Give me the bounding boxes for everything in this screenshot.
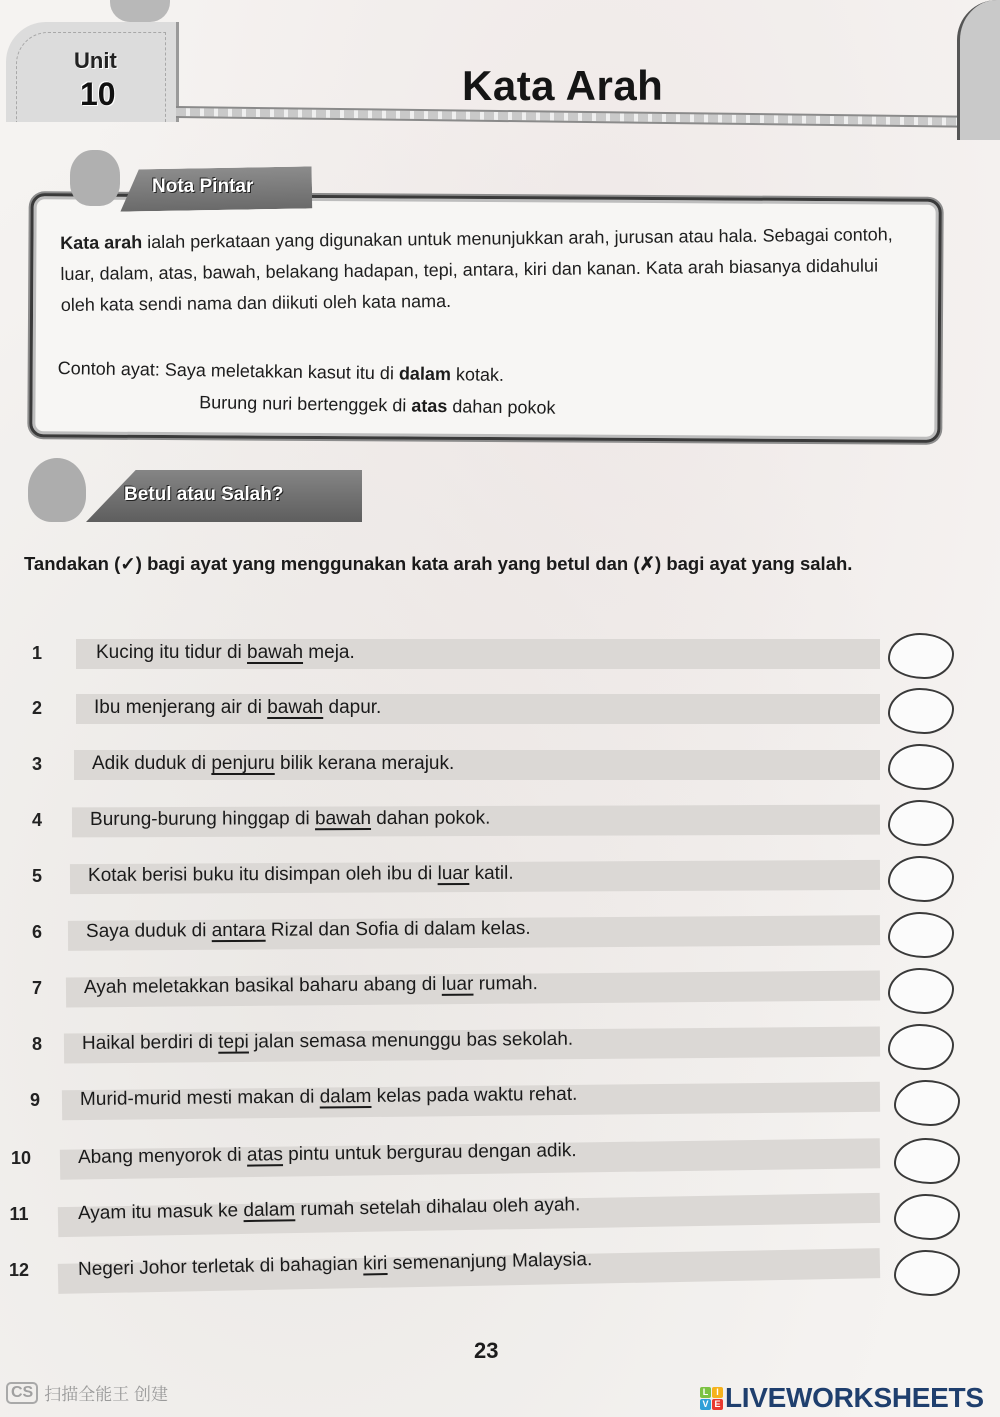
- sentence-end: bilik kerana merajuk.: [274, 753, 455, 774]
- question-row: [0, 1082, 1000, 1122]
- answer-input-cloud[interactable]: [888, 633, 954, 679]
- underlined-direction-word: penjuru: [211, 753, 275, 774]
- sentence-start: Kotak berisi buku itu disimpan oleh ibu di: [87, 863, 438, 886]
- sentence-start: Ayah meletakkan basikal baharu abang di: [83, 973, 442, 998]
- sentence-end: rumah.: [473, 973, 538, 995]
- mascot-illustration: [110, 0, 170, 22]
- sentence-start: Ayam itu masuk ke: [77, 1200, 244, 1224]
- question-number: 11: [9, 1204, 29, 1224]
- question-row: [0, 1026, 1000, 1066]
- sentence-start: Haikal berdiri di: [81, 1031, 219, 1054]
- brand-name: LIVEWORKSHEETS: [725, 1382, 984, 1413]
- quiz-heading: Betul atau Salah?: [124, 484, 284, 505]
- underlined-direction-word: bawah: [247, 642, 304, 663]
- nota-pintar-heading: Nota Pintar: [152, 176, 254, 197]
- cat-mascot-icon: [70, 150, 120, 206]
- definition-text: [60, 219, 911, 321]
- answer-input-cloud[interactable]: [894, 1080, 960, 1126]
- question-row: [0, 1196, 1000, 1236]
- quiz-instructions: Tandakan (✓) bagi ayat yang menggunakan kata arah yang betul dan (✗) bagi ayat yang salah.: [24, 553, 853, 574]
- question-number: 5: [31, 866, 42, 886]
- sentence-end: dapur.: [323, 697, 382, 718]
- example-text: Saya meletakkan kasut itu di: [159, 359, 400, 384]
- sentence-end: pintu untuk bergurau dengan adik.: [282, 1140, 577, 1166]
- answer-input-cloud[interactable]: [894, 1194, 960, 1240]
- unit-label: Unit: [74, 48, 117, 73]
- sentence-end: katil.: [469, 862, 514, 885]
- question-number: 8: [31, 1034, 42, 1054]
- arch-decoration: [957, 0, 1000, 140]
- question-row: [0, 635, 1000, 675]
- question-row: [0, 1140, 1000, 1180]
- question-number: 2: [31, 698, 42, 718]
- scanner-text: 扫描全能王 创建: [44, 1385, 168, 1404]
- underlined-direction-word: antara: [211, 919, 266, 942]
- question-number: 4: [31, 810, 42, 830]
- question-text: [90, 808, 490, 831]
- example-text: kotak.: [450, 364, 505, 386]
- grid-letter-i: I: [712, 1387, 723, 1398]
- sentence-end: semenanjung Malaysia.: [387, 1249, 593, 1275]
- definition-term: Kata arah: [60, 232, 143, 253]
- sentence-end: rumah setelah dihalau oleh ayah.: [294, 1194, 581, 1221]
- question-number: 1: [31, 643, 42, 663]
- question-number: 6: [31, 922, 42, 942]
- page-number: 23: [474, 1338, 499, 1363]
- page-title: Kata Arah: [462, 62, 664, 109]
- answer-input-cloud[interactable]: [888, 856, 954, 902]
- question-row: [0, 746, 1000, 786]
- live-grid-icon: [700, 1387, 723, 1410]
- grid-letter-l: L: [700, 1387, 711, 1398]
- monkey-mascot-icon: [28, 458, 86, 522]
- liveworksheets-logo: [700, 1382, 984, 1414]
- answer-input-cloud[interactable]: [888, 688, 954, 734]
- underlined-direction-word: dalam: [243, 1199, 296, 1222]
- example-sentences: [57, 352, 556, 424]
- answer-input-cloud[interactable]: [888, 1024, 954, 1070]
- answer-input-cloud[interactable]: [888, 800, 954, 846]
- sentence-start: Kucing itu tidur di: [96, 642, 248, 663]
- sentence-start: Ibu menjerang air di: [94, 697, 268, 718]
- question-text: [82, 1029, 573, 1055]
- underlined-direction-word: atas: [246, 1144, 284, 1166]
- question-text: [92, 753, 454, 775]
- question-row: [0, 858, 1000, 898]
- question-text: [84, 973, 538, 999]
- sentence-start: Saya duduk di: [85, 920, 212, 942]
- question-row: [0, 970, 1000, 1010]
- example-text: Burung nuri bertenggek di: [199, 392, 412, 416]
- question-number: 3: [31, 754, 42, 774]
- definition-body: ialah perkataan yang digunakan untuk menunjukkan arah, jurusan atau hala. Sebagai contoh, luar, dalam, atas, bawah, belakang hadapan, tepi, antara, kiri dan kanan. Kata arah biasanya didahului oleh kata sendi nama dan diikuti oleh kata nama.: [60, 224, 893, 315]
- answer-input-cloud[interactable]: [894, 1250, 960, 1296]
- question-row: [0, 802, 1000, 842]
- grid-letter-e: E: [712, 1399, 723, 1410]
- question-row: [0, 690, 1000, 730]
- cs-logo-icon: CS: [6, 1382, 38, 1404]
- scanner-watermark: [6, 1380, 168, 1405]
- sentence-start: Burung-burung hinggap di: [89, 808, 316, 830]
- question-number: 12: [8, 1260, 30, 1280]
- question-number: 9: [29, 1090, 40, 1110]
- question-row: [0, 914, 1000, 954]
- example-keyword: atas: [411, 395, 448, 417]
- sentence-end: kelas pada waktu rehat.: [371, 1083, 578, 1107]
- question-text: [96, 642, 355, 664]
- sentence-end: meja.: [303, 642, 355, 663]
- sentence-end: Rizal dan Sofia di dalam kelas.: [265, 917, 531, 941]
- sentence-end: dahan pokok.: [370, 807, 491, 830]
- underlined-direction-word: luar: [441, 973, 474, 995]
- grid-letter-v: V: [700, 1399, 711, 1410]
- answer-input-cloud[interactable]: [888, 744, 954, 790]
- example-text: dahan pokok: [447, 396, 556, 418]
- sentence-end: jalan semasa menunggu bas sekolah.: [248, 1028, 574, 1053]
- underlined-direction-word: kiri: [362, 1253, 388, 1275]
- unit-number: 10: [80, 76, 116, 112]
- answer-input-cloud[interactable]: [888, 912, 954, 958]
- sentence-start: Adik duduk di: [92, 753, 212, 774]
- underlined-direction-word: dalam: [319, 1085, 372, 1108]
- sentence-start: Abang menyorok di: [77, 1144, 248, 1168]
- question-row: [0, 1249, 1000, 1292]
- sentence-start: Negeri Johor terletak di bahagian: [77, 1253, 364, 1280]
- underlined-direction-word: tepi: [218, 1031, 249, 1053]
- answer-input-cloud[interactable]: [894, 1138, 960, 1184]
- underlined-direction-word: luar: [437, 863, 470, 885]
- question-number: 10: [10, 1148, 32, 1168]
- example-label: Contoh ayat:: [57, 357, 160, 380]
- example-keyword: dalam: [398, 363, 452, 385]
- answer-input-cloud[interactable]: [888, 968, 954, 1014]
- underlined-direction-word: bawah: [267, 697, 324, 718]
- question-text: [94, 697, 381, 719]
- question-number: 7: [31, 978, 42, 998]
- underlined-direction-word: bawah: [314, 808, 372, 830]
- question-text: [88, 863, 514, 887]
- sentence-start: Murid-murid mesti makan di: [79, 1086, 320, 1110]
- question-text: [86, 918, 531, 943]
